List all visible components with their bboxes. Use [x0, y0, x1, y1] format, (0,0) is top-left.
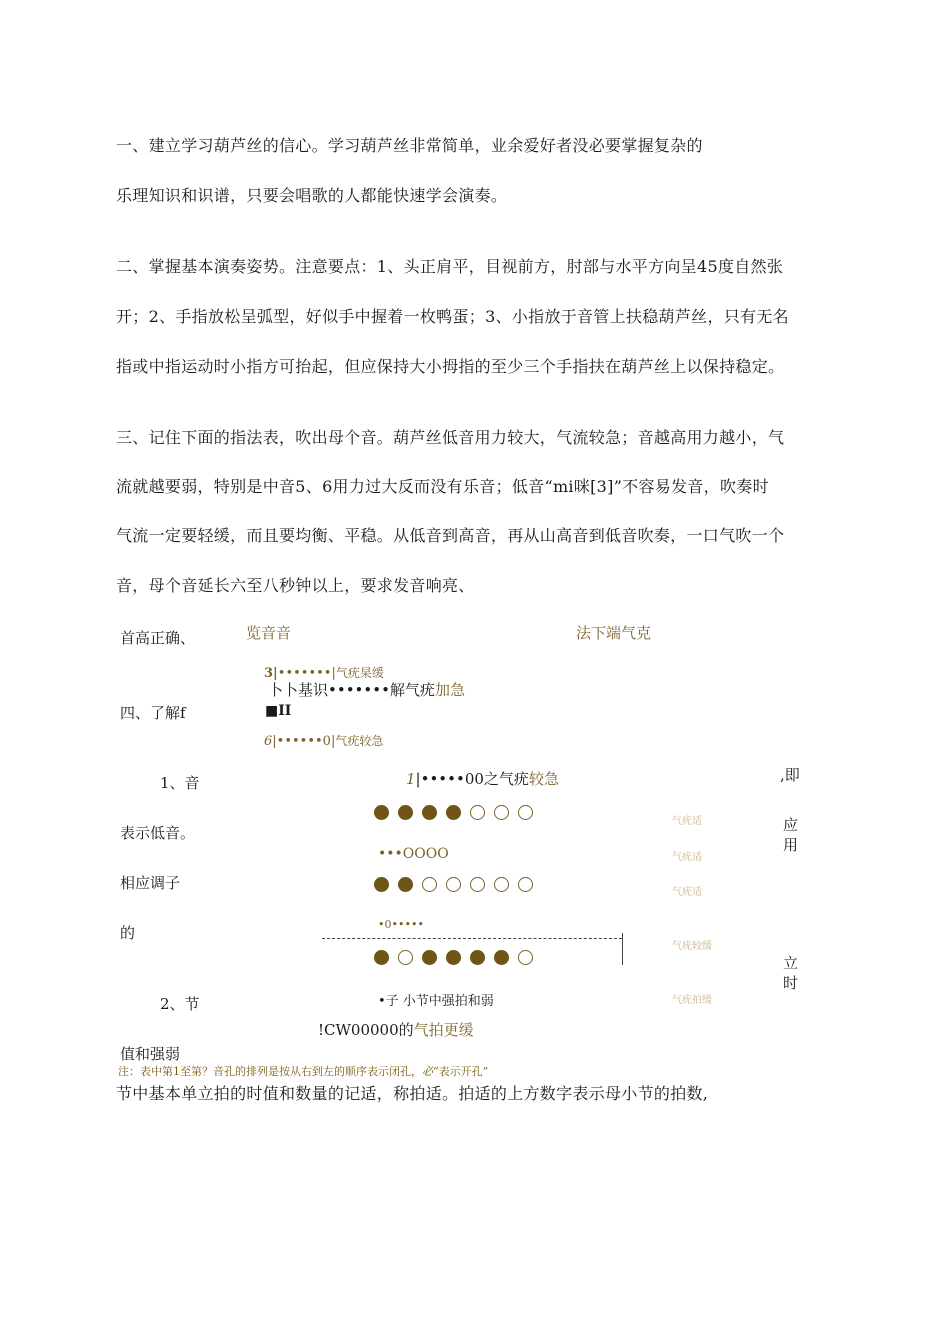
- row-1-dots: •••••••|: [277, 666, 336, 681]
- closed-hole-icon: [494, 950, 509, 965]
- open-hole-icon: [422, 877, 437, 892]
- faint-label-1: 气疣适: [672, 816, 702, 827]
- right-text-e: 时: [783, 974, 799, 992]
- left-text-b: 四、了解f: [120, 704, 186, 722]
- hole-row-3: [374, 950, 533, 965]
- faint-label-2: 气疣适: [672, 852, 702, 863]
- paragraph-2-line-1: 二、掌握基本演奏姿势。注意要点：1、头正肩平，目视前方，肘部与水平方向呈45度自然张: [116, 257, 784, 276]
- row-5-note: 1: [406, 770, 416, 788]
- closed-hole-icon: [374, 950, 389, 965]
- table-divider-line: [322, 938, 622, 939]
- paragraph-2-line-3: 指或中指运动时小指方可抬起，但应保持大小拇指的至少三个手指扶在葫芦丝上以保持稳定。: [116, 357, 785, 376]
- left-text-g: 2、节: [160, 995, 200, 1013]
- hole-row-1: [374, 805, 533, 820]
- row-4-note: 6: [264, 734, 273, 749]
- open-hole-icon: [518, 877, 533, 892]
- open-hole-icon: [494, 877, 509, 892]
- faint-label-5: 气疣拍缓: [672, 995, 712, 1006]
- closed-hole-icon: [446, 805, 461, 820]
- open-hole-icon: [494, 805, 509, 820]
- left-text-e: 相应调子: [120, 874, 181, 892]
- table-header-left: 览音音: [246, 624, 292, 642]
- row-1-desc: 气疣杲缓: [335, 666, 384, 680]
- row-1-note: 3|: [264, 666, 278, 681]
- footnote-text-b: 表示开孔: [438, 1065, 483, 1078]
- right-text-d: 立: [783, 954, 799, 972]
- open-hole-icon: [518, 950, 533, 965]
- right-text-b: 应: [783, 816, 799, 834]
- table-bottom-row: [318, 1019, 474, 1040]
- row-5-gold: 较急: [528, 770, 559, 788]
- row-2-text: 卜卜基识•••••••解气疣: [268, 681, 435, 699]
- right-text-c: 用: [783, 836, 799, 854]
- left-text-a: 首高正确、: [120, 629, 196, 647]
- paragraph-1-line-1: 一、建立学习葫芦丝的信心。学习葫芦丝非常简单，业余爱好者没必要掌握复杂的: [116, 136, 703, 155]
- open-hole-icon: [470, 805, 485, 820]
- right-text-a: ,即: [780, 766, 800, 784]
- closed-hole-icon: [374, 877, 389, 892]
- table-header-right: 法下端气克: [576, 624, 652, 642]
- closed-hole-icon: [422, 950, 437, 965]
- hole-row-text-f: •子 小节中强拍和弱: [378, 994, 494, 1009]
- closed-hole-icon: [470, 950, 485, 965]
- closed-hole-icon: [374, 805, 389, 820]
- open-hole-icon: [470, 877, 485, 892]
- row-5-dots: |•••••00之气疣: [415, 770, 529, 788]
- paragraph-3-line-3: 气流一定要轻缓，而且要均衡、平稳。从低音到高音，再从山高音到低音吹奏，一口气吹一个: [116, 526, 785, 545]
- row-3-text: ■II: [265, 703, 292, 719]
- closed-hole-icon: [398, 877, 413, 892]
- paragraph-3-line-4: 音，母个音延长六至八秒钟以上，要求发音响亮、: [116, 576, 475, 595]
- fingering-row-4: [264, 732, 383, 749]
- left-text-f: 的: [120, 924, 136, 942]
- fingering-row-2: [268, 679, 465, 700]
- row-2-gold: 加急: [434, 681, 465, 699]
- row-4-dots: |••••••0|: [272, 734, 336, 749]
- table-divider-end: [622, 933, 623, 965]
- footnote: 注：表中第1至第？音孔的排列是按从右到左的顺序表示闭孔，必“表示开孔”: [118, 1065, 489, 1078]
- paragraph-3-line-2: 流就越要弱，特别是中音5、6用力过大反而没有乐音；低音“mi咪[3]”不容易发音，吹奏时: [116, 477, 769, 496]
- fingering-row-5: [406, 768, 559, 789]
- last-line: 节中基本单立拍的时值和数量的记适，称拍适。拍适的上方数字表示母小节的拍数,: [116, 1084, 709, 1103]
- closed-hole-icon: [422, 805, 437, 820]
- bottom-row-gold: 气拍更缓: [413, 1021, 474, 1039]
- open-hole-icon: [518, 805, 533, 820]
- faint-label-3: 气疣适: [672, 887, 702, 898]
- left-text-d: 表示低音。: [120, 824, 196, 842]
- left-text-h: 值和强弱: [120, 1045, 181, 1063]
- open-hole-icon: [398, 950, 413, 965]
- footnote-text: 注：表中第1至第？音孔的排列是按从右到左的顺序表示闭孔，: [118, 1065, 422, 1078]
- hole-row-text-b: •••OOOO: [378, 846, 449, 862]
- open-hole-icon: [446, 877, 461, 892]
- faint-label-4: 气疣较缓: [672, 941, 712, 952]
- paragraph-3-line-1: 三、记住下面的指法表，吹出母个音。葫芦丝低音用力较大，气流较急；音越高用力越小，气: [116, 428, 785, 447]
- bottom-row-text: !CW00000的: [318, 1021, 414, 1039]
- paragraph-1-line-2: 乐理知识和识谱，只要会唱歌的人都能快速学会演奏。: [116, 186, 508, 205]
- hole-row-text-d: •0•••••: [378, 918, 424, 931]
- closed-hole-icon: [446, 950, 461, 965]
- paragraph-2-line-2: 开；2、手指放松呈弧型，好似手中握着一枚鸭蛋；3、小指放于音管上扶稳葫芦丝，只有无名: [116, 307, 789, 326]
- hole-row-2: [374, 877, 533, 892]
- left-text-c: 1、音: [160, 774, 200, 792]
- closed-hole-icon: [398, 805, 413, 820]
- row-4-desc: 气疣较急: [335, 734, 384, 748]
